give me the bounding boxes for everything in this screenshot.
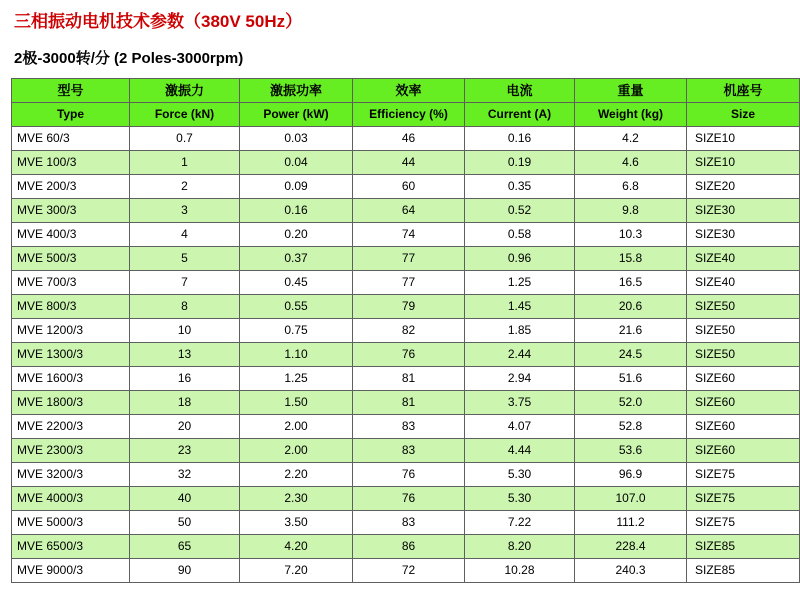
table-cell: 4.44 — [465, 439, 575, 463]
table-cell: 7 — [130, 271, 240, 295]
table-cell: MVE 300/3 — [12, 199, 130, 223]
table-cell: 2.94 — [465, 367, 575, 391]
table-cell: SIZE60 — [687, 415, 800, 439]
table-cell: 1 — [130, 151, 240, 175]
table-cell: 86 — [353, 535, 465, 559]
table-cell: 1.45 — [465, 295, 575, 319]
table-cell: 83 — [353, 511, 465, 535]
table-header-row-zh — [12, 79, 800, 103]
table-cell: 7.20 — [240, 559, 353, 583]
table-cell: SIZE10 — [687, 127, 800, 151]
table-cell: SIZE50 — [687, 319, 800, 343]
page-subtitle: 2极-3000转/分 (2 Poles-3000rpm) — [14, 50, 244, 67]
table-cell: 90 — [130, 559, 240, 583]
table-cell: 8.20 — [465, 535, 575, 559]
table-cell: 16.5 — [575, 271, 687, 295]
table-cell: 3 — [130, 199, 240, 223]
page-title: 三相振动电机技术参数（380V 50Hz） — [14, 12, 303, 31]
table-row — [12, 343, 800, 367]
table-cell: 81 — [353, 367, 465, 391]
table-row — [12, 535, 800, 559]
table-cell: 0.09 — [240, 175, 353, 199]
table-cell: MVE 9000/3 — [12, 559, 130, 583]
table-cell: 7.22 — [465, 511, 575, 535]
column-header-weight-en: Weight (kg) — [575, 103, 687, 127]
table-cell: 2.00 — [240, 415, 353, 439]
table-cell: 13 — [130, 343, 240, 367]
table-cell: SIZE85 — [687, 559, 800, 583]
table-row — [12, 367, 800, 391]
table-cell: 82 — [353, 319, 465, 343]
table-cell: 21.6 — [575, 319, 687, 343]
table-cell: 0.35 — [465, 175, 575, 199]
table-cell: 8 — [130, 295, 240, 319]
table-cell: 50 — [130, 511, 240, 535]
table-cell: 46 — [353, 127, 465, 151]
table-cell: MVE 1800/3 — [12, 391, 130, 415]
table-cell: 65 — [130, 535, 240, 559]
table-cell: 0.16 — [465, 127, 575, 151]
column-header-efficiency-zh: 效率 — [353, 79, 465, 103]
table-cell: 6.8 — [575, 175, 687, 199]
table-row — [12, 415, 800, 439]
table-row — [12, 319, 800, 343]
table-cell: 0.16 — [240, 199, 353, 223]
table-cell: MVE 800/3 — [12, 295, 130, 319]
table-cell: 0.37 — [240, 247, 353, 271]
table-cell: 44 — [353, 151, 465, 175]
table-cell: SIZE60 — [687, 439, 800, 463]
table-cell: 74 — [353, 223, 465, 247]
table-cell: MVE 3200/3 — [12, 463, 130, 487]
table-cell: 1.50 — [240, 391, 353, 415]
table-cell: 0.03 — [240, 127, 353, 151]
table-cell: 18 — [130, 391, 240, 415]
table-cell: 96.9 — [575, 463, 687, 487]
table-row — [12, 175, 800, 199]
table-cell: 0.7 — [130, 127, 240, 151]
table-cell: 0.96 — [465, 247, 575, 271]
table-cell: 0.04 — [240, 151, 353, 175]
table-cell: 10.3 — [575, 223, 687, 247]
table-cell: MVE 2300/3 — [12, 439, 130, 463]
table-cell: 20 — [130, 415, 240, 439]
table-cell: 0.45 — [240, 271, 353, 295]
table-cell: 79 — [353, 295, 465, 319]
specifications-table — [11, 78, 800, 583]
table-cell: 4.07 — [465, 415, 575, 439]
table-cell: 5 — [130, 247, 240, 271]
table-row — [12, 271, 800, 295]
table-cell: 9.8 — [575, 199, 687, 223]
table-cell: 0.19 — [465, 151, 575, 175]
table-cell: 51.6 — [575, 367, 687, 391]
table-cell: SIZE30 — [687, 223, 800, 247]
table-cell: 5.30 — [465, 487, 575, 511]
table-cell: 40 — [130, 487, 240, 511]
table-cell: 1.10 — [240, 343, 353, 367]
table-row — [12, 391, 800, 415]
table-cell: 240.3 — [575, 559, 687, 583]
table-cell: MVE 2200/3 — [12, 415, 130, 439]
table-cell: 2 — [130, 175, 240, 199]
table-cell: 16 — [130, 367, 240, 391]
table-cell: SIZE75 — [687, 511, 800, 535]
table-cell: 1.85 — [465, 319, 575, 343]
column-header-type-zh: 型号 — [12, 79, 130, 103]
table-cell: 4.6 — [575, 151, 687, 175]
table-cell: 52.8 — [575, 415, 687, 439]
table-cell: 111.2 — [575, 511, 687, 535]
column-header-size-en: Size — [687, 103, 800, 127]
table-cell: MVE 1600/3 — [12, 367, 130, 391]
table-cell: 23 — [130, 439, 240, 463]
table-cell: 0.55 — [240, 295, 353, 319]
table-cell: MVE 4000/3 — [12, 487, 130, 511]
table-cell: SIZE30 — [687, 199, 800, 223]
table-cell: 64 — [353, 199, 465, 223]
table-row — [12, 463, 800, 487]
column-header-size-zh: 机座号 — [687, 79, 800, 103]
table-cell: 77 — [353, 247, 465, 271]
table-cell: 52.0 — [575, 391, 687, 415]
table-cell: 1.25 — [240, 367, 353, 391]
table-row — [12, 247, 800, 271]
table-cell: MVE 500/3 — [12, 247, 130, 271]
table-row — [12, 199, 800, 223]
column-header-type-en: Type — [12, 103, 130, 127]
table-row — [12, 151, 800, 175]
table-header-row-en — [12, 103, 800, 127]
table-cell: MVE 1300/3 — [12, 343, 130, 367]
table-cell: MVE 6500/3 — [12, 535, 130, 559]
table-cell: 2.00 — [240, 439, 353, 463]
table-cell: SIZE40 — [687, 271, 800, 295]
table-row — [12, 127, 800, 151]
table-cell: 53.6 — [575, 439, 687, 463]
table-cell: 10.28 — [465, 559, 575, 583]
table-cell: 76 — [353, 463, 465, 487]
column-header-current-en: Current (A) — [465, 103, 575, 127]
table-cell: 77 — [353, 271, 465, 295]
table-cell: SIZE60 — [687, 367, 800, 391]
table-cell: 76 — [353, 343, 465, 367]
table-cell: 0.52 — [465, 199, 575, 223]
table-cell: 4.20 — [240, 535, 353, 559]
table-cell: 72 — [353, 559, 465, 583]
table-cell: 81 — [353, 391, 465, 415]
table-cell: MVE 100/3 — [12, 151, 130, 175]
table-row — [12, 559, 800, 583]
table-cell: 3.50 — [240, 511, 353, 535]
table-cell: 107.0 — [575, 487, 687, 511]
table-row — [12, 223, 800, 247]
table-cell: 0.20 — [240, 223, 353, 247]
table-cell: 0.75 — [240, 319, 353, 343]
table-cell: MVE 60/3 — [12, 127, 130, 151]
table-cell: 24.5 — [575, 343, 687, 367]
table-cell: 4.2 — [575, 127, 687, 151]
table-cell: MVE 200/3 — [12, 175, 130, 199]
table-header — [12, 79, 800, 127]
table-cell: 4 — [130, 223, 240, 247]
table-row — [12, 439, 800, 463]
column-header-weight-zh: 重量 — [575, 79, 687, 103]
column-header-power-en: Power (kW) — [240, 103, 353, 127]
table-cell: 32 — [130, 463, 240, 487]
table-cell: 1.25 — [465, 271, 575, 295]
table-body — [12, 127, 800, 583]
table-cell: SIZE40 — [687, 247, 800, 271]
table-cell: 83 — [353, 439, 465, 463]
table-cell: MVE 400/3 — [12, 223, 130, 247]
table-cell: 15.8 — [575, 247, 687, 271]
table-cell: 5.30 — [465, 463, 575, 487]
table-cell: SIZE10 — [687, 151, 800, 175]
column-header-efficiency-en: Efficiency (%) — [353, 103, 465, 127]
table-row — [12, 487, 800, 511]
table-cell: SIZE75 — [687, 463, 800, 487]
table-cell: MVE 5000/3 — [12, 511, 130, 535]
table-cell: SIZE75 — [687, 487, 800, 511]
table-cell: SIZE50 — [687, 343, 800, 367]
table-cell: 2.20 — [240, 463, 353, 487]
table-cell: 228.4 — [575, 535, 687, 559]
table-cell: 76 — [353, 487, 465, 511]
table-row — [12, 295, 800, 319]
table-cell: SIZE85 — [687, 535, 800, 559]
column-header-current-zh: 电流 — [465, 79, 575, 103]
table-cell: SIZE60 — [687, 391, 800, 415]
column-header-force-zh: 激振力 — [130, 79, 240, 103]
table-cell: 2.30 — [240, 487, 353, 511]
table-cell: 3.75 — [465, 391, 575, 415]
table-cell: 10 — [130, 319, 240, 343]
table-cell: SIZE20 — [687, 175, 800, 199]
column-header-force-en: Force (kN) — [130, 103, 240, 127]
table-cell: SIZE50 — [687, 295, 800, 319]
table-cell: MVE 1200/3 — [12, 319, 130, 343]
table-cell: 60 — [353, 175, 465, 199]
column-header-power-zh: 激振功率 — [240, 79, 353, 103]
table-cell: 0.58 — [465, 223, 575, 247]
table-cell: 83 — [353, 415, 465, 439]
table-row — [12, 511, 800, 535]
table-cell: 2.44 — [465, 343, 575, 367]
table-cell: 20.6 — [575, 295, 687, 319]
table-cell: MVE 700/3 — [12, 271, 130, 295]
